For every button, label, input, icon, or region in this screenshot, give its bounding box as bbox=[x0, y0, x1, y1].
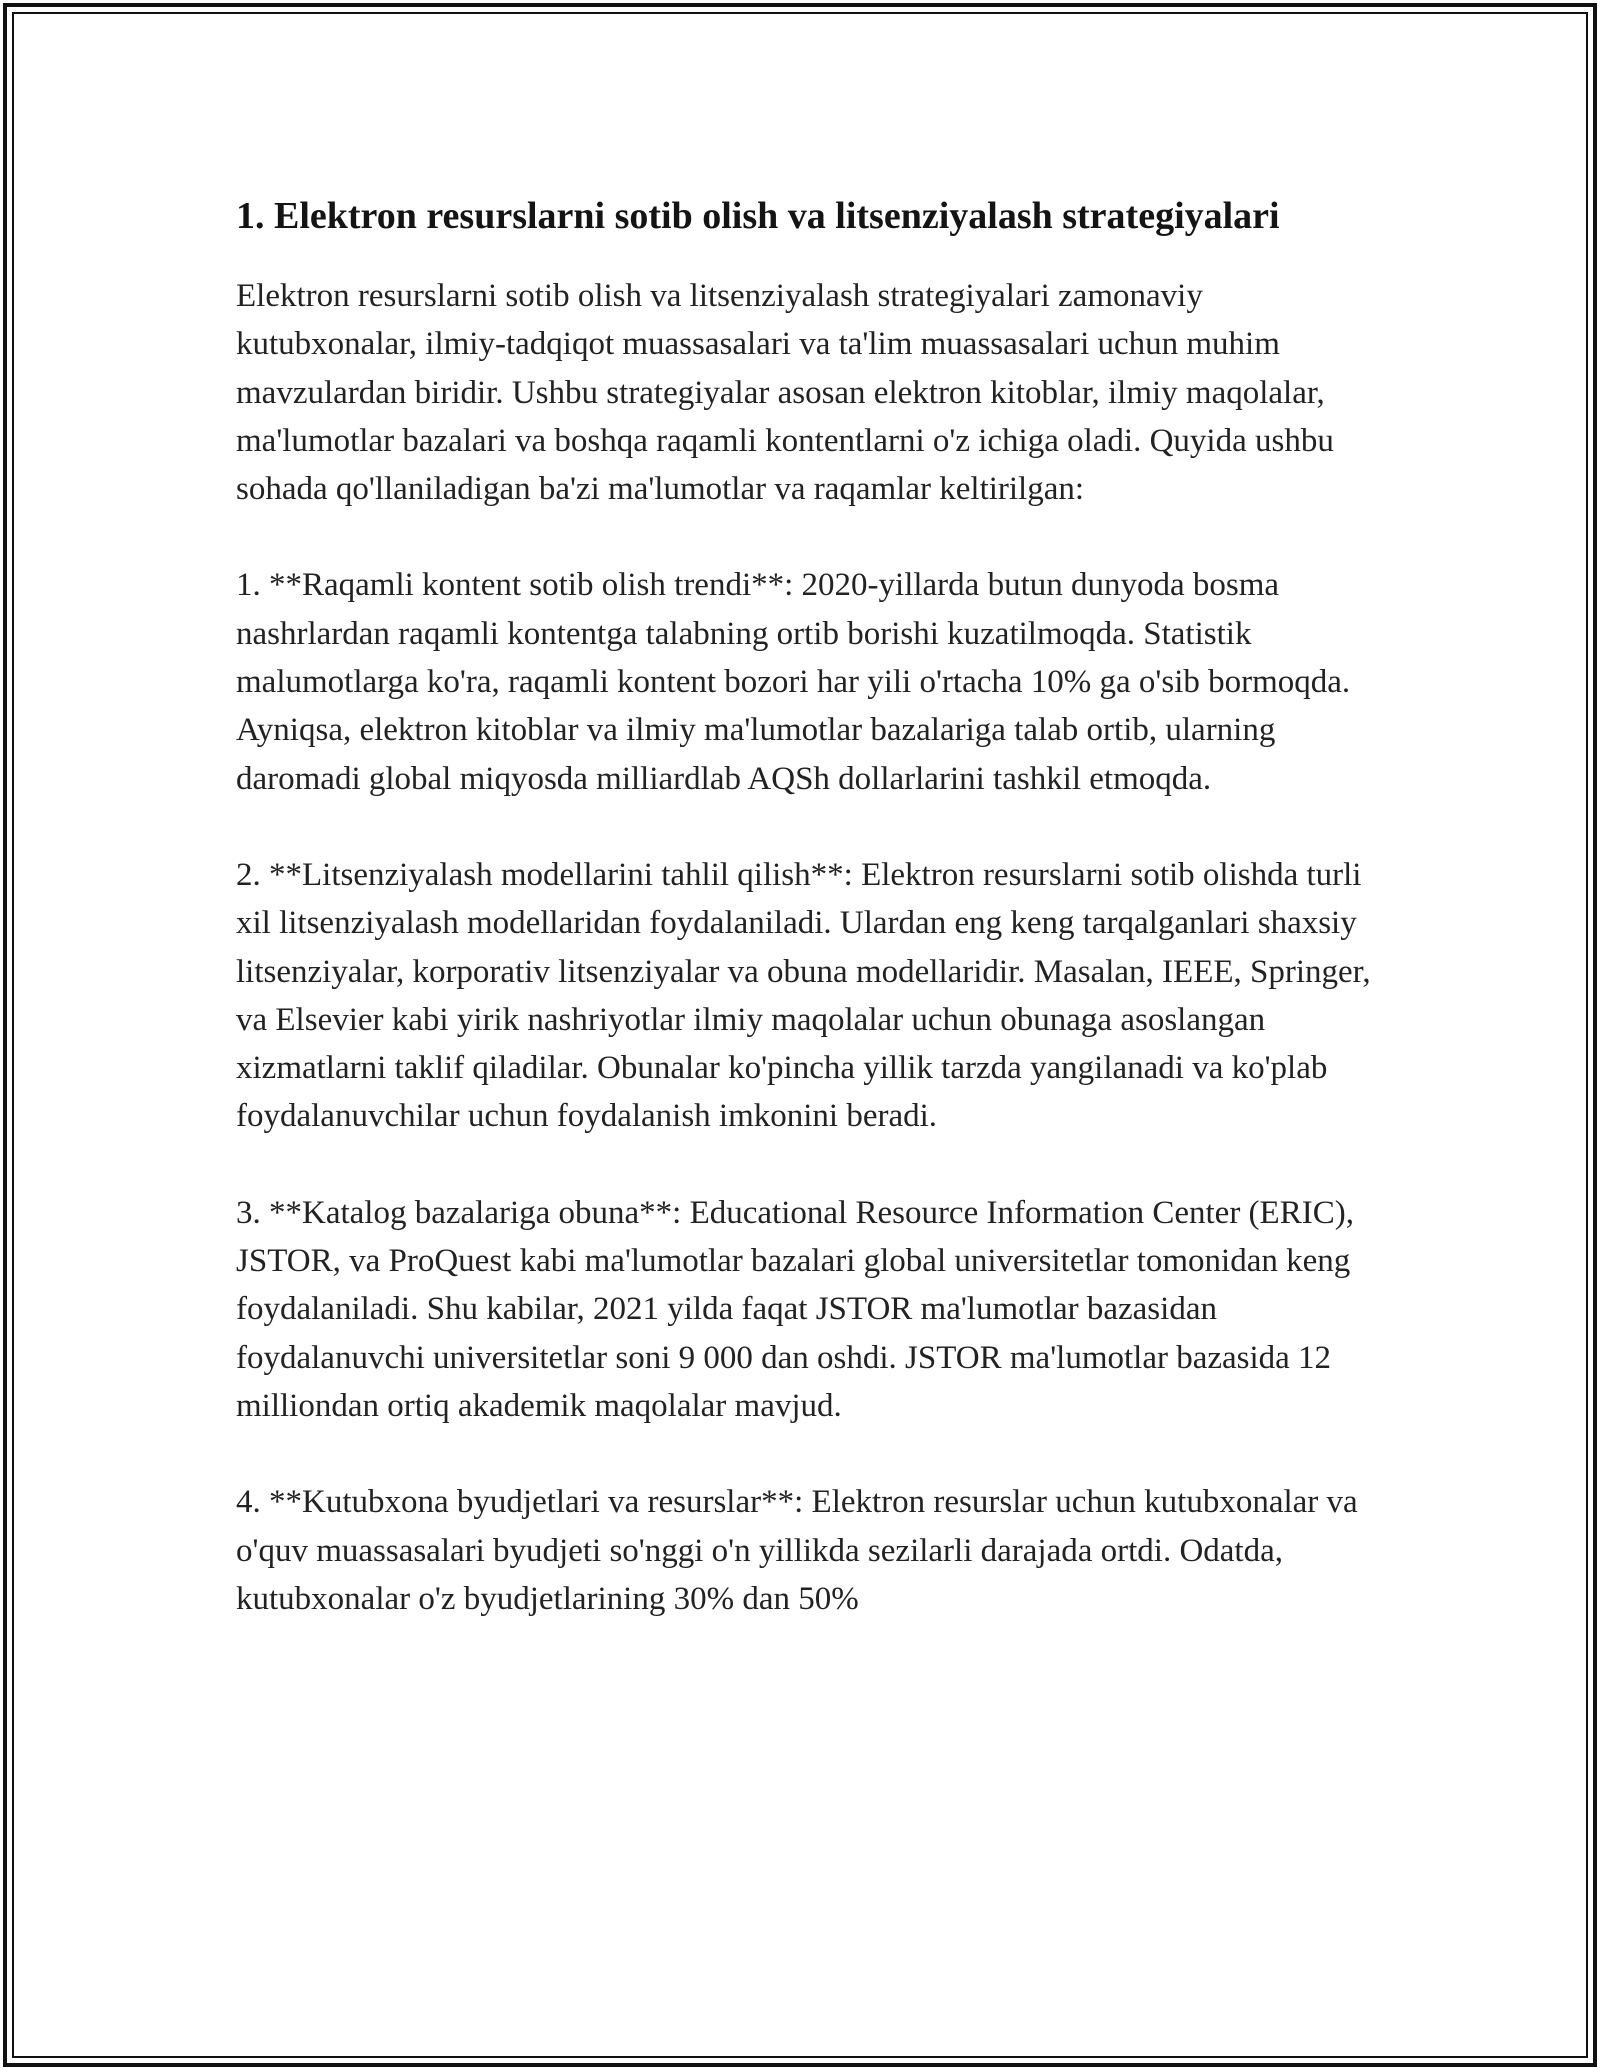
document-body bbox=[236, 188, 1376, 1671]
intro-paragraph: Elektron resurslarni sotib olish va litsenziyalash strategiyalari zamonaviy kutubxonalar, ilmiy-tadqiqot muassasalari va ta'lim muassasalari uchun muhim mavzulardan biridir. Ushbu strategiyalar asosan elektron kitoblar, ilmiy maqolalar, ma'lumotlar bazalari va boshqa raqamli kontentlarni o'z ichiga oladi. Quyida ushbu sohada qo'llaniladigan ba'zi ma'lumotlar va raqamlar keltirilgan: bbox=[236, 278, 1334, 508]
paragraph-licensing-models: 2. **Litsenziyalash modellarini tahlil qilish**: Elektron resurslarni sotib olishda turli xil litsenziyalash modellaridan foydalaniladi. Ulardan eng keng tarqalganlari shaxsiy litsenziyalar, korporativ litsenziyalar va obuna modellaridir. Masalan, IEEE, Springer, va Elsevier kabi yirik nashriyotlar ilmiy maqolalar uchun obunaga asoslangan xizmatlarni taklif qiladilar. Obunalar ko'pincha yillik tarzda yangilanadi va ko'plab foydalanuvchilar uchun foydalanish imkonini beradi. bbox=[236, 856, 1371, 1135]
section-heading: 1. Elektron resurslarni sotib olish va litsenziyalash strategiyalari bbox=[236, 195, 1280, 237]
paragraph-library-budgets: 4. **Kutubxona byudjetlari va resurslar**: Elektron resurslar uchun kutubxonalar va o'quv muassasalari byudjeti so'nggi o'n yillikda sezilarli darajada ortdi. Odatda, kutubxonalar o'z byudjetlarining 30% dan 50% bbox=[236, 1484, 1358, 1617]
paragraph-catalog-subscriptions: 3. **Katalog bazalariga obuna**: Educational Resource Information Center (ERIC), JSTOR, va ProQuest kabi ma'lumotlar bazalari global universitetlar tomonidan keng foydalaniladi. Shu kabilar, 2021 yilda faqat JSTOR ma'lumotlar bazasidan foydalanuvchi universitetlar soni 9 000 dan oshdi. JSTOR ma'lumotlar bazasida 12 milliondan ortiq akademik maqolalar mavjud. bbox=[236, 1194, 1354, 1424]
paragraph-digital-content-trend: 1. **Raqamli kontent sotib olish trendi**: 2020-yillarda butun dunyoda bosma nashrlardan raqamli kontentga talabning ortib borishi kuzatilmoqda. Statistik malumotlarga ko'ra, raqamli kontent bozori har yili o'rtacha 10% ga o'sib bormoqda. Ayniqsa, elektron kitoblar va ilmiy ma'lumotlar bazalariga talab ortib, ularning daromadi global miqyosda milliardlab AQSh dollarlarini tashkil etmoqda. bbox=[236, 567, 1351, 797]
